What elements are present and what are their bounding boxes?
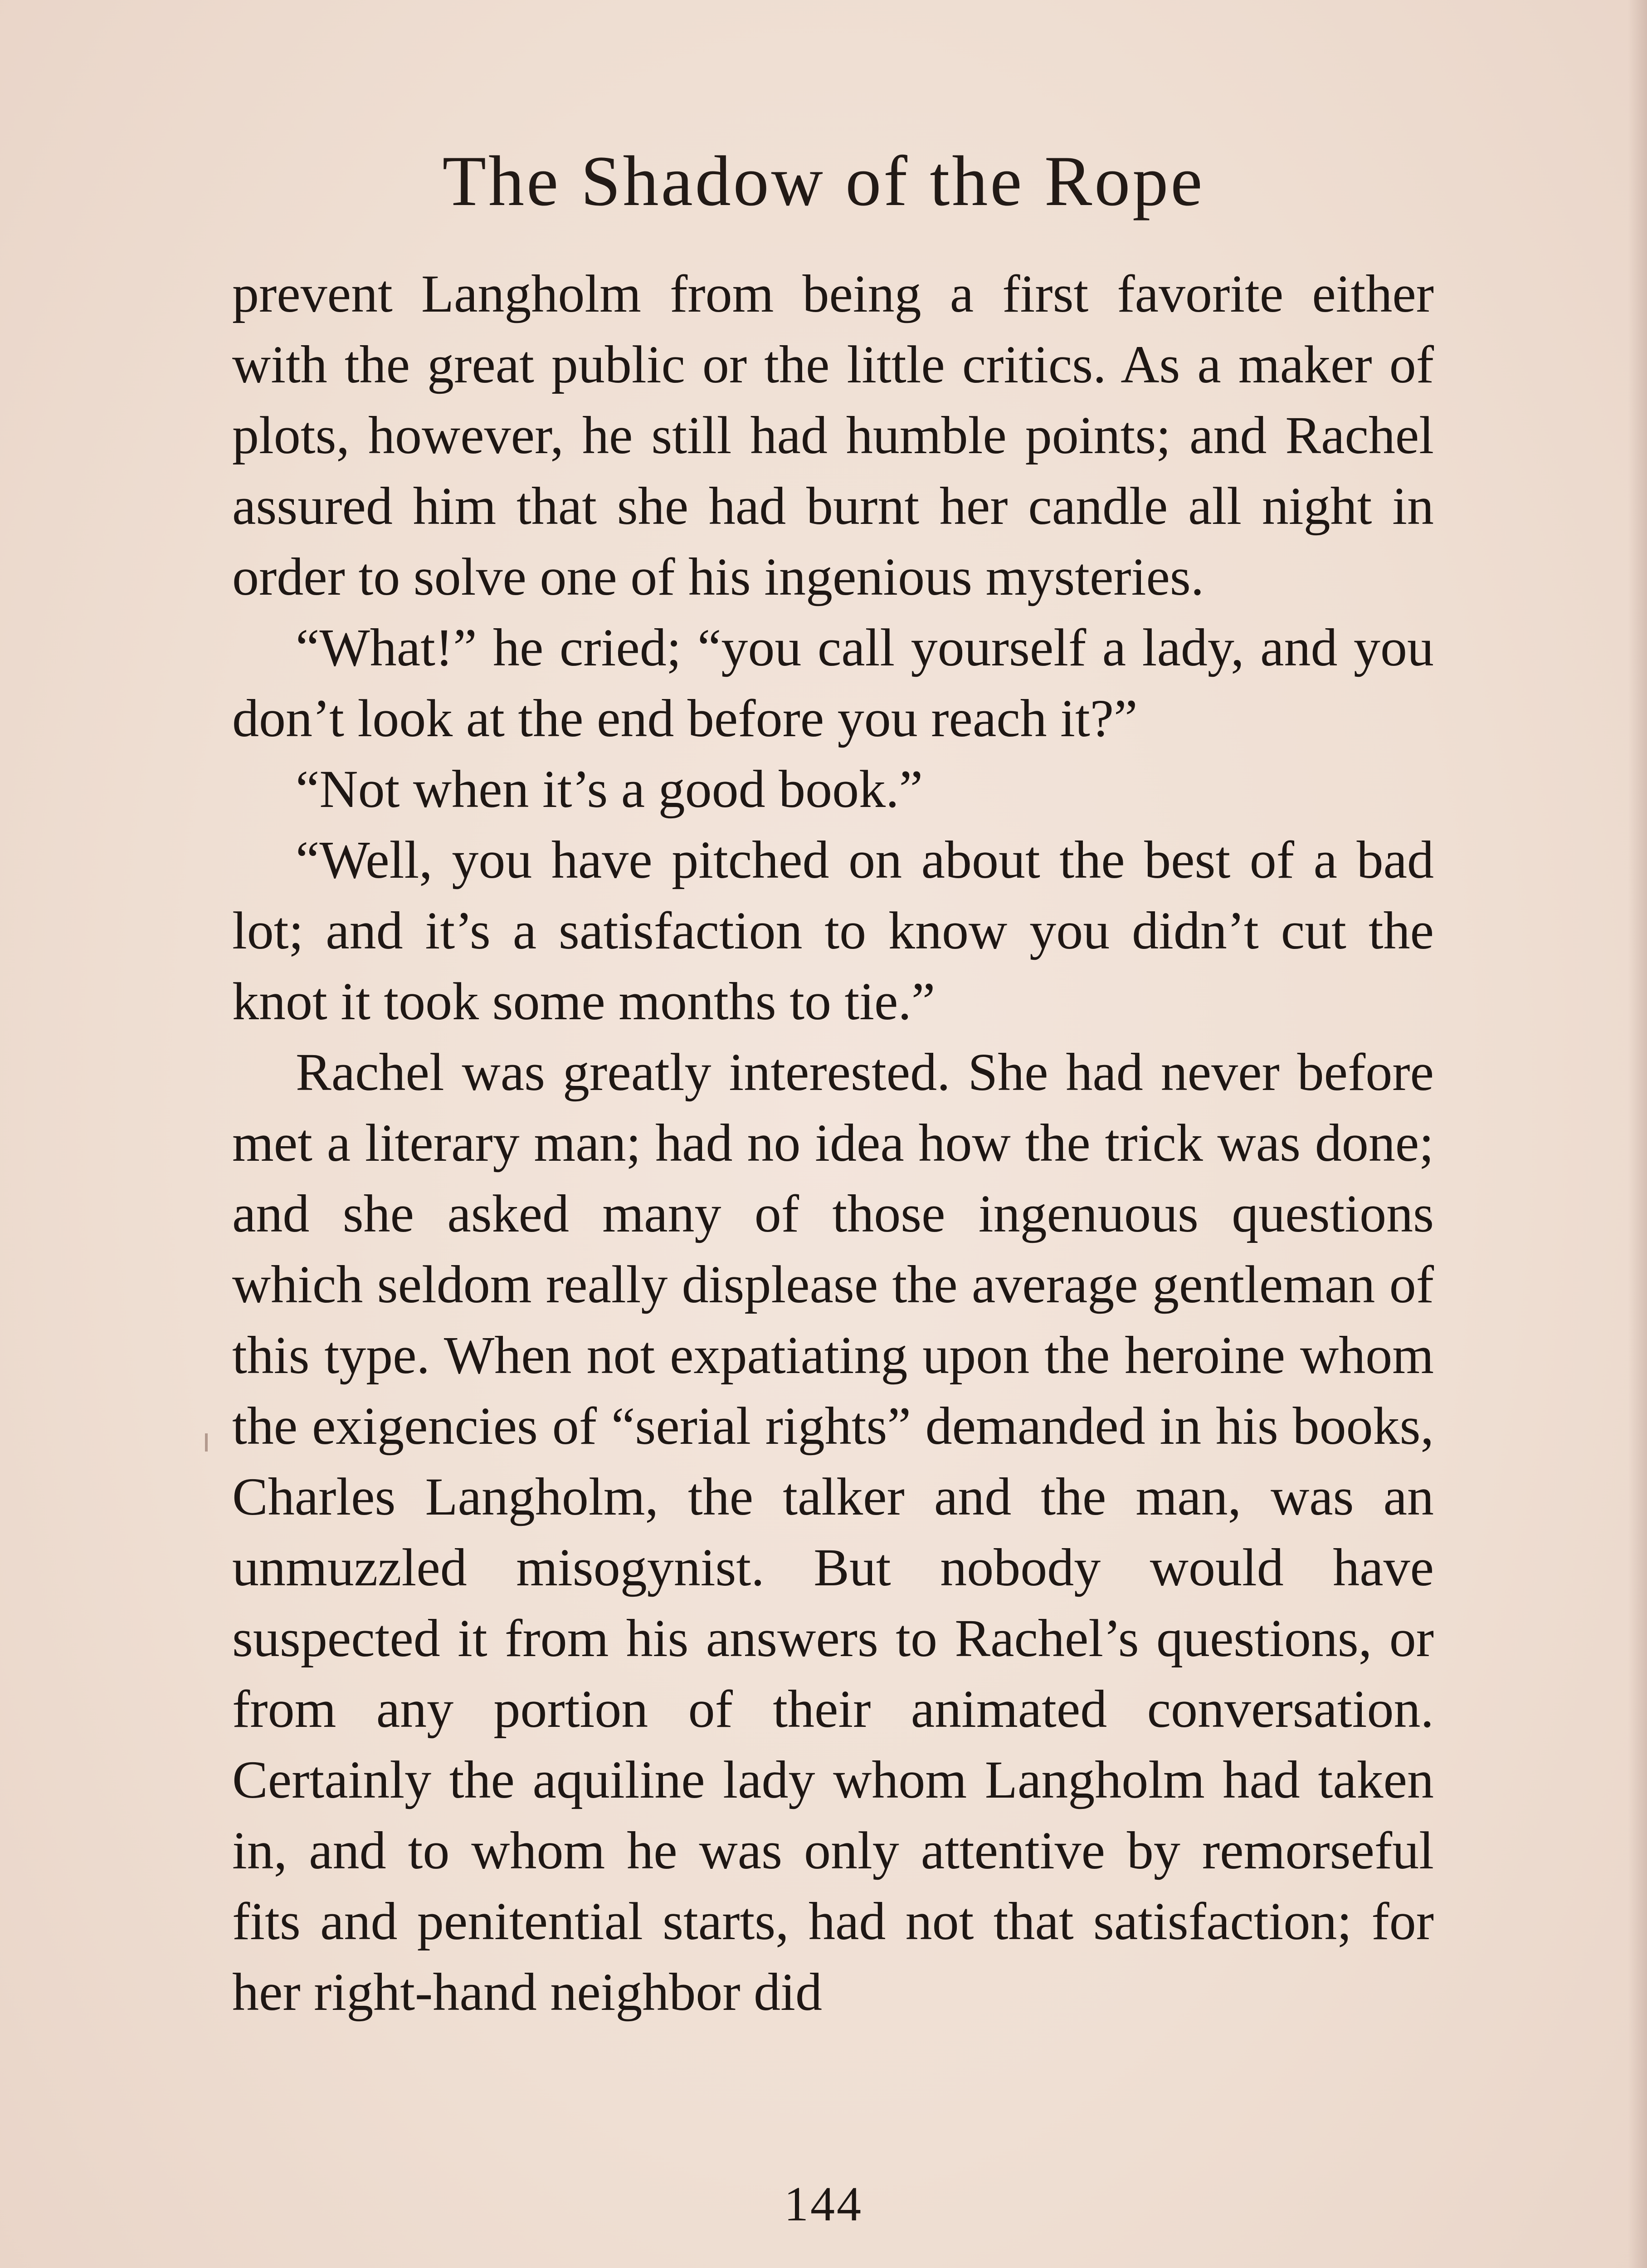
page-number: 144 <box>784 2177 863 2231</box>
paragraph-continued: prevent Langholm from being a first favorite either with the great public or the little critics. As a maker of plots, however, he still had humble points; and Rachel assured him that she had burnt her candle all night in order to solve one of his ingenious mysteries. <box>232 264 1434 606</box>
page-edge-shadow <box>1628 0 1647 2268</box>
paragraph-dialogue: “Not when it’s a good book.” <box>296 759 923 819</box>
running-head: The Shadow of the Rope <box>442 142 1205 221</box>
body-text <box>232 259 1434 2028</box>
paragraph-dialogue: “Well, you have pitched on about the best of a bad lot; and it’s a satisfaction to know you didn’t cut the knot it took some months to tie.” <box>232 830 1434 1031</box>
paragraph-narrative: Rachel was greatly interested. She had never before met a literary man; had no idea how the trick was done; and she asked many of those ingenuous questions which seldom really displease the average gentleman of this type. When not expatiating upon the heroine whom the exigencies of “serial rights” demanded in his books, Charles Langholm, the talker and the man, was an unmuzzled misogynist. But nobody would have suspected it from his answers to Rachel’s questions, or from any portion of their animated conversation. Certainly the aquiline lady whom Langholm had taken in, and to whom he was only attentive by remorseful fits and penitential starts, had not that satisfaction; for her right-hand neighbor did <box>232 1042 1434 2022</box>
paragraph-dialogue: “What!” he cried; “you call yourself a lady, and you don’t look at the end before you reach it?” <box>232 618 1434 748</box>
margin-mark <box>205 1433 208 1452</box>
